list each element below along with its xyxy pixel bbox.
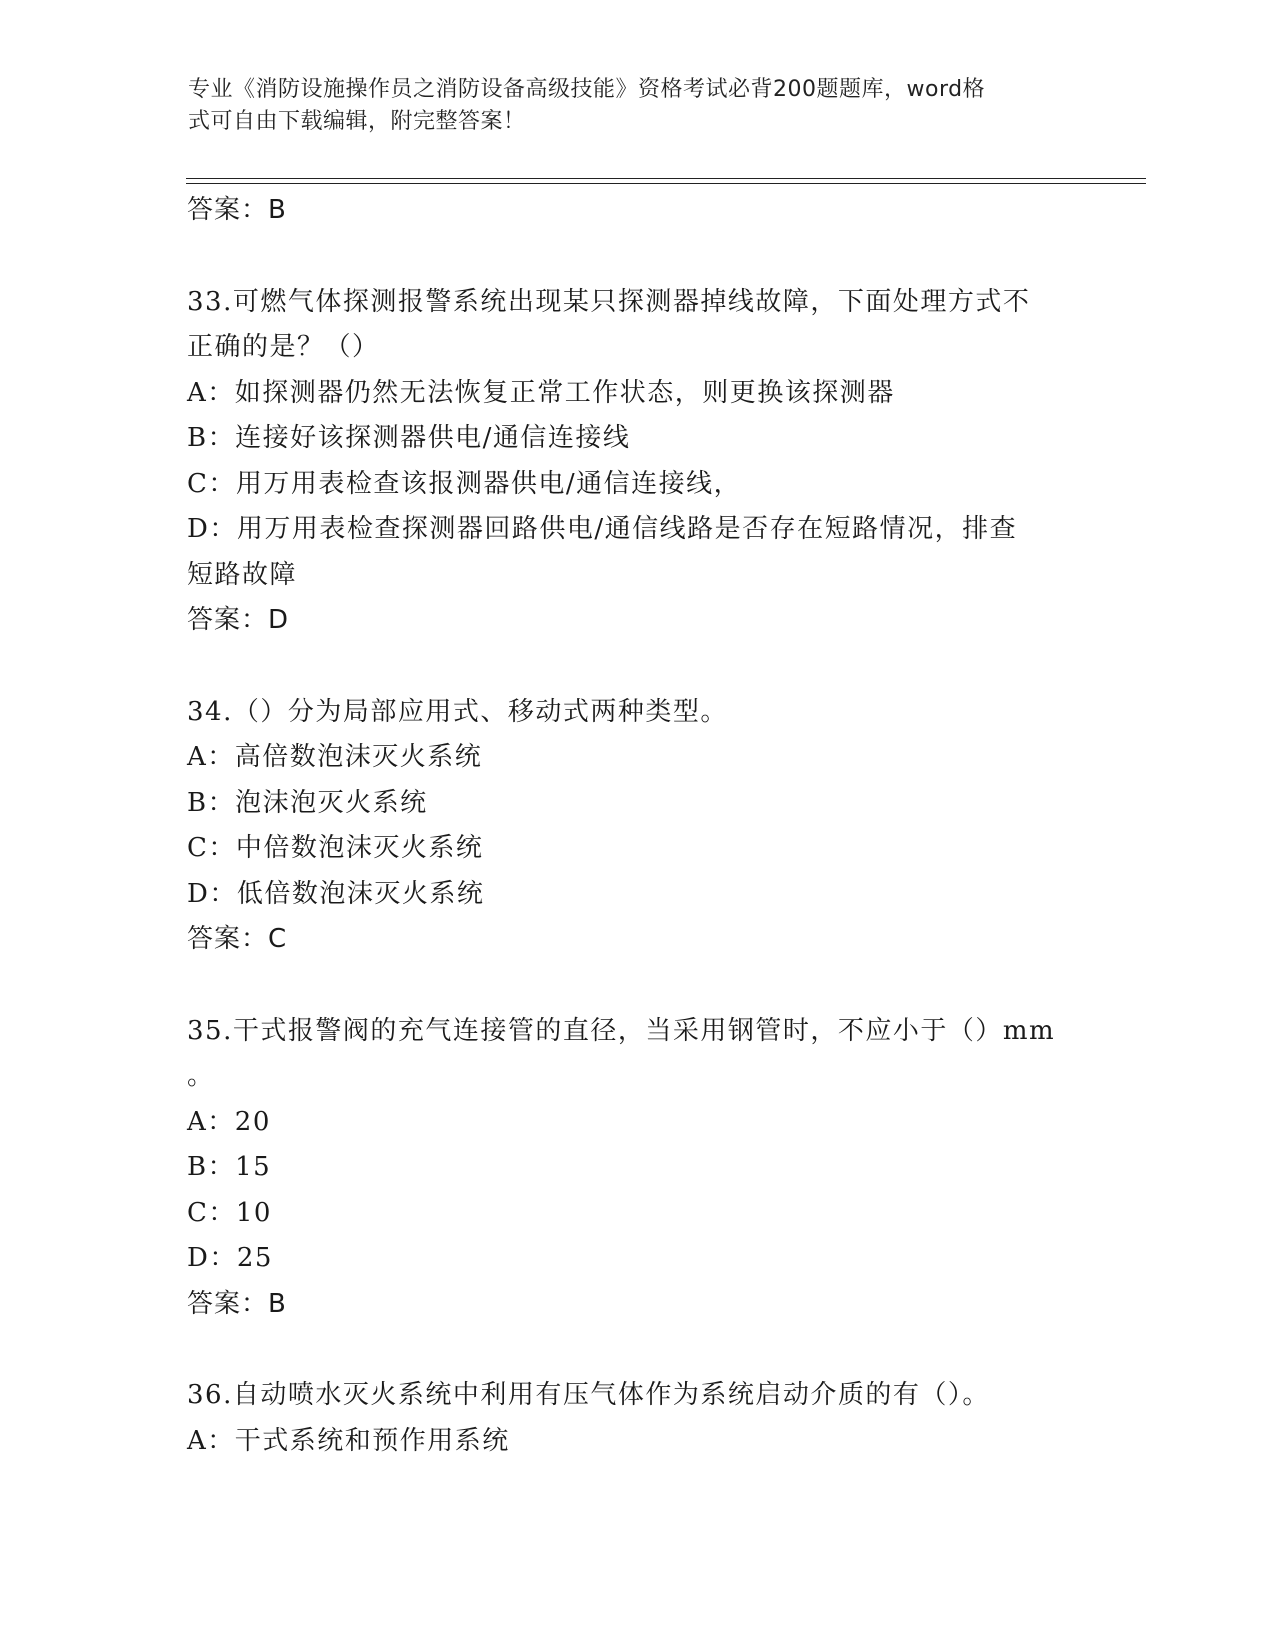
question-text: 36.自动喷水灭火系统中利用有压气体作为系统启动介质的有（）。 <box>187 1380 990 1410</box>
option-c: C：10 <box>187 1197 272 1228</box>
option-b: B：连接好该探测器供电/通信连接线 <box>187 423 631 453</box>
spacer <box>187 234 1087 280</box>
header-line-1: 专业《消防设施操作员之消防设备高级技能》资格考试必背200题题库，word格 <box>188 77 986 102</box>
question-33 <box>187 280 1087 644</box>
option-c: C：用万用表检查该报测器供电/通信连接线， <box>187 468 742 499</box>
question-list <box>187 188 1087 1464</box>
option-a: A：20 <box>187 1106 271 1137</box>
header-rule-top <box>186 178 1146 179</box>
option-a: A：如探测器仍然无法恢复正常工作状态，则更换该探测器 <box>187 377 895 408</box>
option-d-continued: 短路故障 <box>187 559 298 590</box>
option-a: A：干式系统和预作用系统 <box>187 1425 510 1456</box>
spacer <box>187 644 1087 690</box>
spacer <box>187 1327 1087 1373</box>
question-text: 35.干式报警阀的充气连接管的直径，当采用钢管时，不应小于（）mm <box>187 1015 1056 1046</box>
option-d: D：用万用表检查探测器回路供电/通信线路是否存在短路情况，排查 <box>187 514 1018 544</box>
spacer <box>187 963 1087 1009</box>
document-header <box>188 74 1068 138</box>
question-text: 正确的是？（） <box>187 332 380 362</box>
question-text: 34.（）分为局部应用式、移动式两种类型。 <box>187 696 728 727</box>
option-d: D：25 <box>187 1243 273 1273</box>
question-text: 33.可燃气体探测报警系统出现某只探测器掉线故障，下面处理方式不 <box>187 286 1031 317</box>
answer-line: 答案：B <box>187 1288 287 1319</box>
answer-line: 答案：C <box>187 924 288 954</box>
header-line-2: 式可自由下载编辑，附完整答案！ <box>188 109 526 134</box>
option-a: A：高倍数泡沫灭火系统 <box>187 742 483 772</box>
option-b: B：15 <box>187 1152 272 1182</box>
question-36 <box>187 1373 1087 1464</box>
answer-line: 答案：D <box>187 605 290 635</box>
answer-line: 答案：B <box>187 195 287 225</box>
question-text: 。 <box>187 1061 215 1091</box>
header-rule-bottom <box>186 183 1146 184</box>
option-c: C：中倍数泡沫灭火系统 <box>187 833 484 863</box>
question-35 <box>187 1009 1087 1328</box>
option-b: B：泡沫泡灭火系统 <box>187 787 428 818</box>
option-d: D：低倍数泡沫灭火系统 <box>187 878 485 909</box>
question-34 <box>187 690 1087 963</box>
